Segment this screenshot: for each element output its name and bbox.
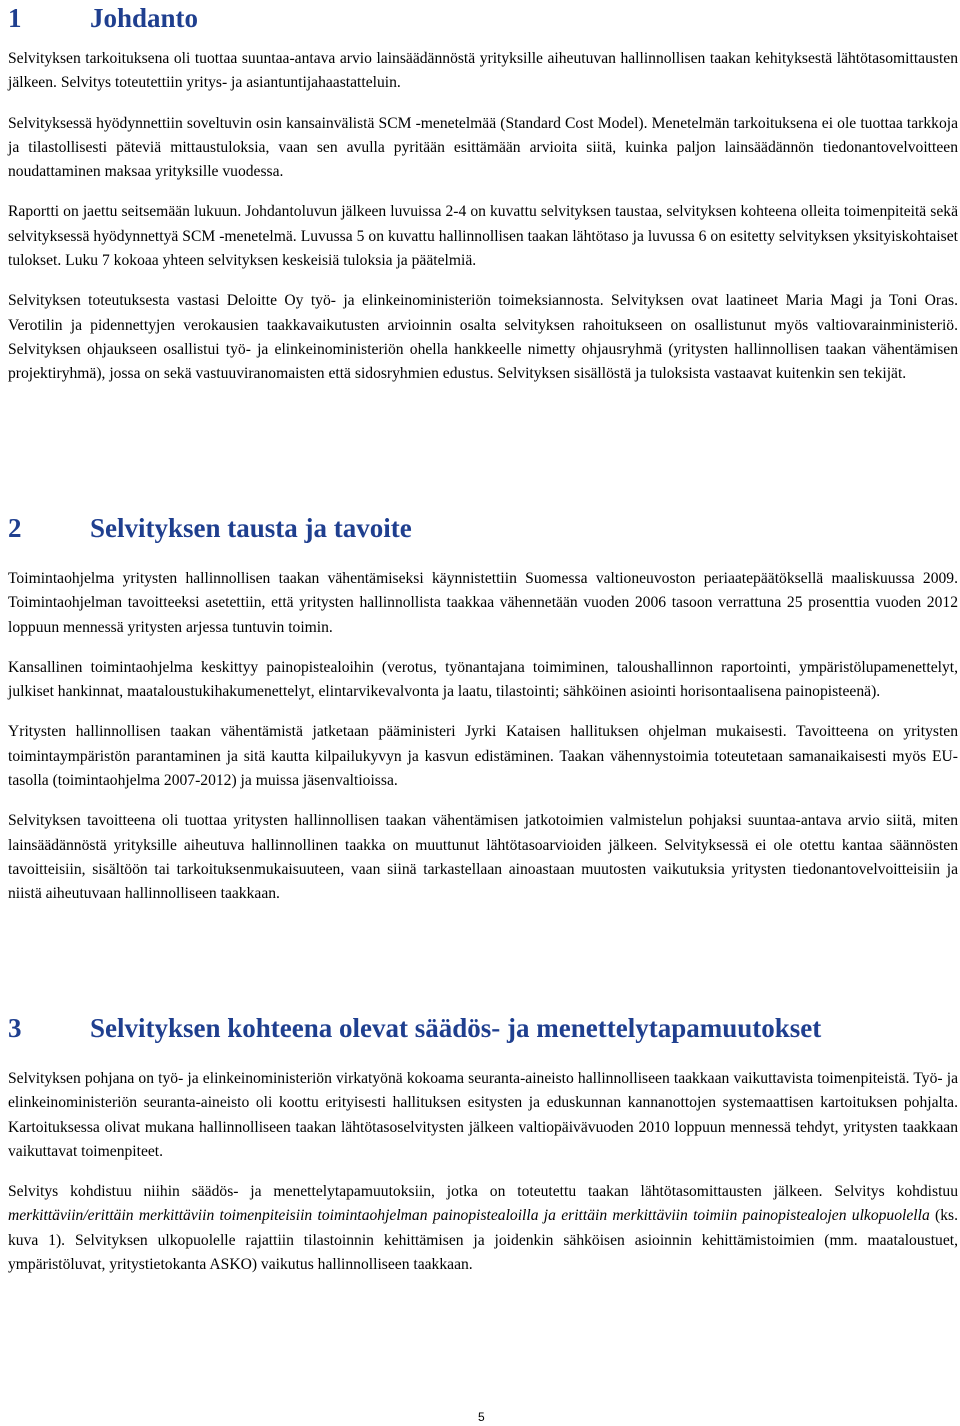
paragraph: Selvityksen tavoitteena oli tuottaa yritysten hallinnollisen taakan vähentämisen jatkotoimien valmistelun pohjaksi suuntaa-antava arvio siitä, miten lainsäädännöstä yrityksille aiheutuva hallinnollinen taakka on muuttunut lähtötasoarvioiden jälkeen. Selvityksessä ei ole otettu kantaa säännösten tavoitteisiin, sisältöön tai tarkoituksenmukaisuuteen, vaan siinä tarkastellaan ainoastaan muutosten vaikutuksia yritysten tiedonantovelvoitteisiin ja niistä aiheutuvaan hallinnolliseen taakkaan. bbox=[8, 812, 958, 903]
emphasis-text: merkittäviin/erittäin merkittäviin toimenpiteisiin toimintaohjelman painopistealoilla ja erittäin merkittäviin toimiin painopistealojen ulkopuolella bbox=[8, 1207, 930, 1225]
page-number: 5 bbox=[478, 1410, 485, 1424]
section-3-heading bbox=[8, 1013, 958, 1043]
paragraph: Selvityksen tarkoituksena oli tuottaa suuntaa-antava arvio lainsäädännöstä yrityksille aiheutuvan hallinnollisen taakan kehityksestä lähtötasomittausten jälkeen. Selvitys toteutettiin yritys- ja asiantuntijahaastatteluin. bbox=[8, 50, 958, 92]
section-2-heading bbox=[8, 513, 958, 543]
section-2 bbox=[8, 513, 958, 907]
section-number: 2 bbox=[8, 513, 22, 543]
section-1 bbox=[8, 3, 958, 387]
paragraph: Selvityksen pohjana on työ- ja elinkeinoministeriön virkatyönä kokoama seuranta-aineisto hallinnolliseen taakkaan vaikuttavista toimenpiteistä. Työ- ja elinkeinoministeriön seuranta-aineisto oli koottu erityisesti hallituksen esitysten ja eduskunnan kannanottojen systemaattisen kartoituksen pohjalta. Kartoituksessa olivat mukana hallinnolliseen taakan lähtötasoselvitysten jälkeen valtiopäivävuoden 2010 loppuun mennessä tehdyt, yritysten taakkaan vaikuttavat toimenpiteet. bbox=[8, 1070, 958, 1160]
paragraph: Raportti on jaettu seitsemään lukuun. Johdantoluvun jälkeen luvuissa 2-4 on kuvattu selvityksen taustaa, selvityksen kohteena olleita toimenpiteitä sekä selvityksessä hyödynnettyä SCM -menetelmä. Luvussa 5 on kuvattu hallinnollisen taakan lähtötaso ja luvussa 6 on esitetty selvityksen yksityiskohtaiset tulokset. Luku 7 kokoaa yhteen selvityksen keskeisiä tuloksia ja päätelmiä. bbox=[8, 203, 958, 270]
paragraph: Selvityksessä hyödynnettiin soveltuvin osin kansainvälistä SCM -menetelmää (Standard Cost Model). Menetelmän tarkoituksena ei ole tuottaa tarkkoja ja tilastollisesti päteviä mittaustuloksia, vaan sen avulla pyritään esittämään arvioita siitä, kuinka paljon lainsäädännön tiedonantovelvoitteen noudattaminen maksaa yrityksille vuodessa. bbox=[8, 114, 958, 181]
section-1-heading bbox=[8, 3, 958, 33]
paragraph bbox=[8, 1180, 958, 1277]
paragraph: Selvityksen toteutuksesta vastasi Deloitte Oy työ- ja elinkeinoministeriön toimeksiannosta. Selvityksen ovat laatineet Maria Magi ja Toni Oras. Verotilin ja pidennettyjen verokausien taakkavaikutusten arvioinnin osalta selvityksen rahoitukseen on osallistunut myös valtiovarainministeriö. Selvityksen ohjaukseen osallistui työ- ja elinkeinoministeriön ohella hankkeelle nimetty ohjausryhmä (yritysten hallinnollisen taakan vähentämisen projektiryhmä), jossa on sekä vastuuviranomaisten että sidosryhmien edustus. Selvityksen sisällöstä ja tuloksista vastaavat kuitenkin sen tekijät. bbox=[8, 292, 958, 383]
section-title: Selvityksen kohteena olevat säädös- ja menettelytapamuutokset bbox=[90, 1013, 822, 1043]
paragraph: Yritysten hallinnollisen taakan vähentämistä jatketaan pääministeri Jyrki Kataisen hallituksen ohjelman mukaisesti. Tavoitteena on yritysten toimintaympäristön parantaminen ja sitä kautta kilpailukyvyn ja kasvun edistäminen. Taakan vähennystoimia toteutetaan samanaikaisesti myös EU-tasolla (toimintaohjelma 2007-2012) ja muissa jäsenvaltioissa. bbox=[8, 723, 958, 790]
paragraph-text: (ks. kuva 1). Selvityksen ulkopuolelle rajattiin tilastoinnin kehittämisen ja joidenkin sähköisen asioinnin kehittämistoimien (mm. maataloustuet, ympäristöluvat, yritystietokanta ASKO) vaikutus hallinnolliseen taakkaan. bbox=[8, 1207, 958, 1274]
section-number: 3 bbox=[8, 1013, 22, 1043]
section-title: Selvityksen tausta ja tavoite bbox=[90, 513, 412, 543]
section-number: 1 bbox=[8, 3, 22, 33]
paragraph: Toimintaohjelma yritysten hallinnollisen taakan vähentämiseksi käynnistettiin Suomessa valtioneuvoston periaatepäätöksellä maaliskuussa 2009. Toimintaohjelman tavoitteeksi asetettiin, että yritysten hallinnollista taakkaa vähennetään vuoden 2006 tasoon verrattuna 25 prosenttia vuoden 2012 loppuun mennessä yritysten arjessa tuntuvin toimin. bbox=[8, 570, 958, 636]
paragraph-text: Selvitys kohdistuu niihin säädös- ja menettelytapamuutoksiin, jotka on toteutettu taakan lähtötasomittausten jälkeen. Selvitys kohdistuu bbox=[8, 1183, 958, 1201]
paragraph: Kansallinen toimintaohjelma keskittyy painopistealoihin (verotus, työnantajana toimiminen, taloushallinnon raportointi, ympäristölupamenettelyt, julkiset hankinnat, maataloustukihakumenettelyt, elintarvikevalvonta ja laatu, tilastointi; sähköinen asiointi horisontaalisena painopisteenä). bbox=[8, 658, 958, 701]
section-3 bbox=[8, 1013, 958, 1277]
section-title: Johdanto bbox=[90, 3, 199, 33]
